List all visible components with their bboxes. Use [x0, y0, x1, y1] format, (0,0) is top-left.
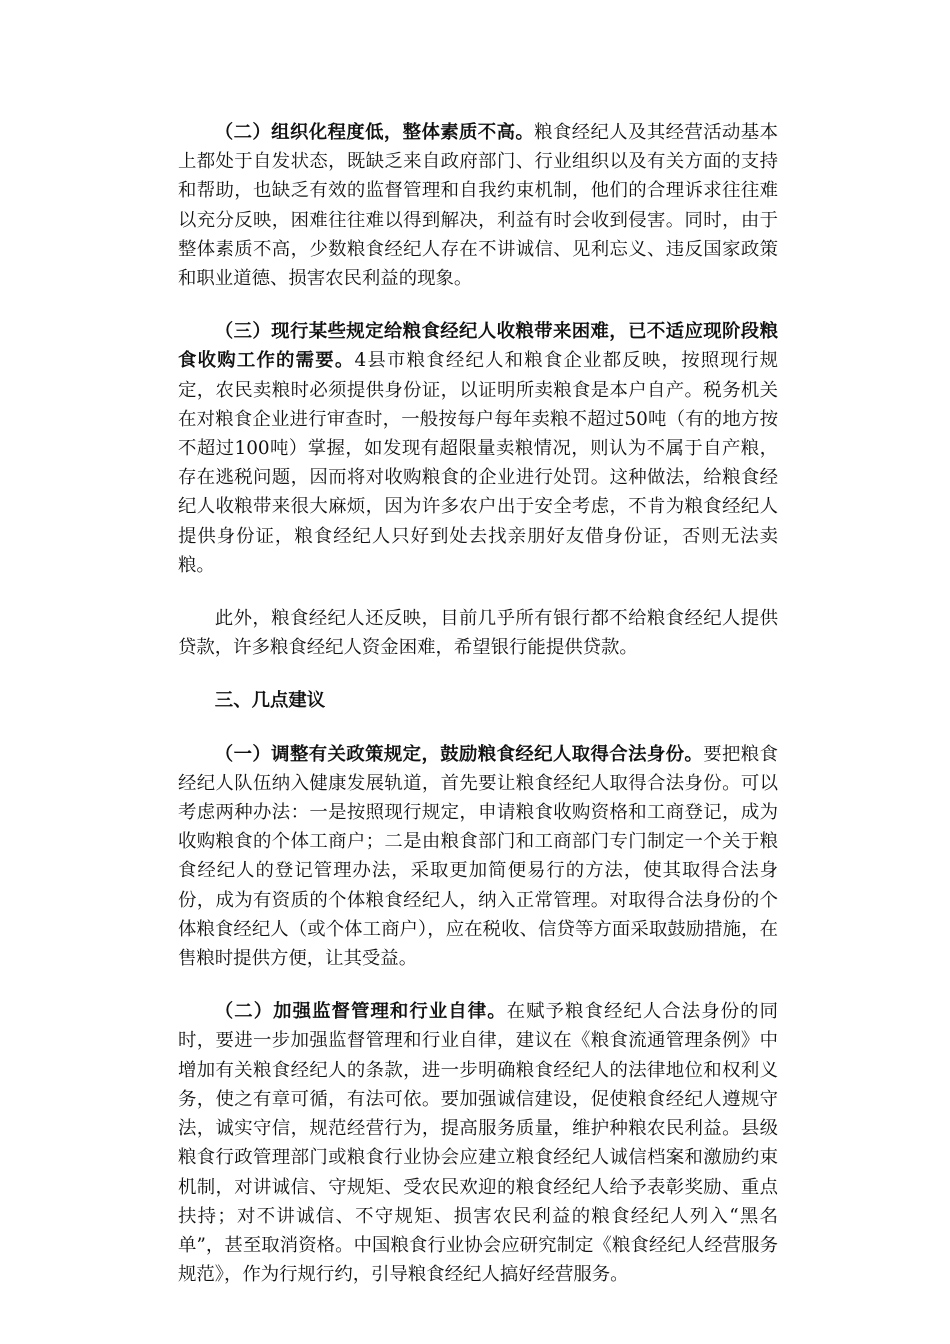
section-heading-suggestions: 三、几点建议 [214, 690, 326, 712]
suggestion-supervision [178, 997, 778, 1289]
paragraph-organization-level [178, 118, 778, 293]
suggestion-body: 要把粮食经纪人队伍纳入健康发展轨道，首先要让粮食经纪人取得合法身份。可以考虑两种办法：一是按照现行规定，申请粮食收购资格和工商登记，成为收购粮食的个体工商户；二是由粮食部门和工商部门专门制定一个关于粮食经纪人的登记管理办法，采取更加简便易行的方法，使其取得合法身份，成为有资质的个体粮食经纪人，纳入正常管理。对取得合法身份的个体粮食经纪人（或个体工商户），应在税收、信贷等方面采取鼓励措施，在售粮时提供方便，让其受益。 [178, 743, 778, 970]
suggestion-heading: （二）加强监督管理和行业自律。 [214, 1001, 507, 1023]
paragraph-heading: （三）现行某些规定给粮食经纪人收粮带来困难，已不适应现阶段粮食收购工作的需要。 [178, 321, 778, 372]
suggestion-body: 在赋予粮食经纪人合法身份的同时，要进一步加强监督管理和行业自律，建议在《粮食流通管理条例》中增加有关粮食经纪人的条款，进一步明确粮食经纪人的法律地位和权利义务，使之有章可循，有法可依。要加强诚信建设，促使粮食经纪人遵规守法，诚实守信，规范经营行为，提高服务质量，维护种粮农民利益。县级粮食行政管理部门或粮食行业协会应建立粮食经纪人诚信档案和激励约束机制，对讲诚信、守规矩、受农民欢迎的粮食经纪人给予表彰奖励、重点扶持；对不讲诚信、不守规矩、损害农民利益的粮食经纪人列入“黑名单”，甚至取消资格。中国粮食行业协会应研究制定《粮食经纪人经营服务规范》，作为行规行约，引导粮食经纪人搞好经营服务。 [178, 1001, 778, 1286]
document-page [178, 118, 778, 1313]
suggestion-heading: （一）调整有关政策规定，鼓励粮食经纪人取得合法身份。 [214, 743, 704, 765]
suggestion-legal-status [178, 740, 778, 974]
paragraph-body: 此外，粮食经纪人还反映，目前几乎所有银行都不给粮食经纪人提供贷款，许多粮食经纪人资金困难，希望银行能提供贷款。 [178, 608, 778, 659]
paragraph-body: 粮食经纪人及其经营活动基本上都处于自发状态，既缺乏来自政府部门、行业组织以及有关方面的支持和帮助，也缺乏有效的监督管理和自我约束机制，他们的合理诉求往往难以充分反映，困难往往难以得到解决，利益有时会收到侵害。同时，由于整体素质不高，少数粮食经纪人存在不讲诚信、见利忘义、违反国家政策和职业道德、损害农民利益的现象。 [178, 122, 778, 290]
paragraph-body: 4县市粮食经纪人和粮食企业都反映，按照现行规定，农民卖粮时必须提供身份证，以证明所卖粮食是本户自产。税务机关在对粮食企业进行审查时，一般按每户每年卖粮不超过50吨（有的地方按不超过100吨）掌握，如发现有超限量卖粮情况，则认为不属于自产粮，存在逃税问题，因而将对收购粮食的企业进行处罚。这种做法，给粮食经纪人收粮带来很大麻烦，因为许多农户出于安全考虑，不肯为粮食经纪人提供身份证，粮食经纪人只好到处去找亲朋好友借身份证，否则无法卖粮。 [178, 350, 778, 576]
paragraph-current-regulations [178, 317, 778, 580]
paragraph-heading: （二）组织化程度低，整体素质不高。 [214, 122, 535, 143]
paragraph-bank-loans [178, 604, 778, 662]
